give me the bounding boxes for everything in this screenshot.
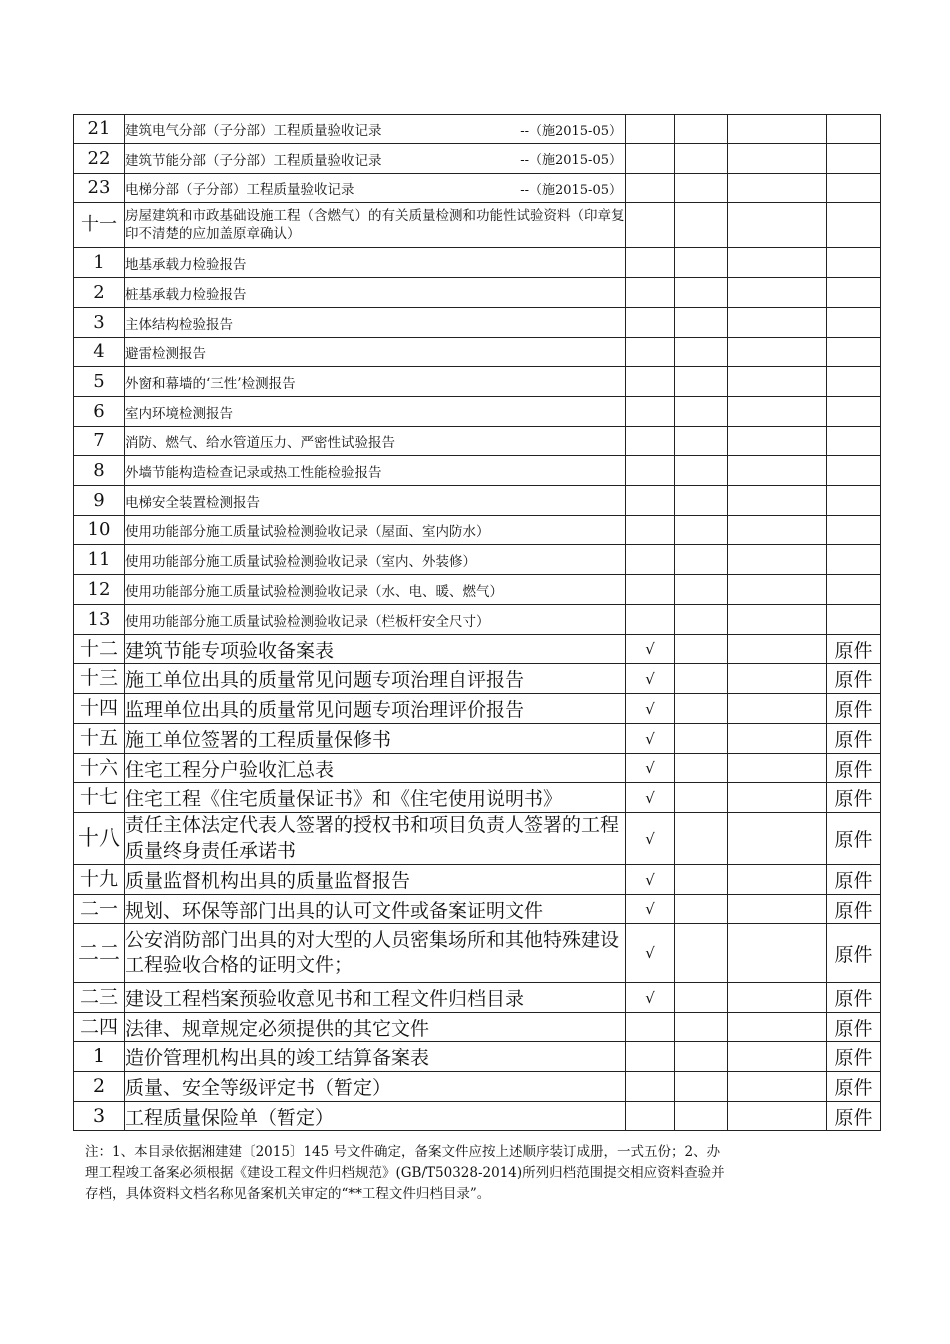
row-blank-cell — [675, 754, 728, 783]
row-check-mark — [626, 278, 675, 308]
row-number: 5 — [74, 367, 125, 397]
row-original-note — [827, 203, 881, 248]
row-blank-cell — [675, 516, 728, 545]
row-blank-cell — [675, 1013, 728, 1042]
row-title — [125, 174, 626, 203]
table-row — [74, 924, 881, 983]
row-check-mark: √ — [626, 813, 675, 865]
row-check-mark — [626, 605, 675, 635]
row-title: 使用功能部分施工质量试验检测验收记录（屋面、室内防水） — [125, 516, 626, 545]
row-original-note: 原件 — [827, 783, 881, 813]
row-original-note: 原件 — [827, 635, 881, 664]
row-blank-cell — [675, 865, 728, 895]
row-original-note: 原件 — [827, 924, 881, 983]
row-title: 造价管理机构出具的竣工结算备案表 — [125, 1042, 626, 1072]
row-check-mark: √ — [626, 895, 675, 924]
table-row — [74, 248, 881, 278]
row-title — [125, 144, 626, 174]
footnote-line-3: 存档，具体资料文档名称见备案机关审定的“**工程文件归档目录”。 — [85, 1186, 491, 1202]
row-original-note — [827, 545, 881, 575]
row-original-note — [827, 115, 881, 144]
row-check-mark: √ — [626, 783, 675, 813]
row-blank-cell — [728, 605, 827, 635]
row-original-note: 原件 — [827, 983, 881, 1013]
table-row — [74, 545, 881, 575]
row-original-note: 原件 — [827, 1042, 881, 1072]
row-blank-cell — [728, 1102, 827, 1131]
row-blank-cell — [675, 144, 728, 174]
row-form-code: --（施2015-05） — [520, 123, 622, 139]
row-blank-cell — [675, 278, 728, 308]
row-number: 1 — [74, 248, 125, 278]
row-number: 十六 — [74, 754, 125, 783]
row-blank-cell — [728, 754, 827, 783]
row-title: 电梯安全装置检测报告 — [125, 486, 626, 516]
row-blank-cell — [675, 895, 728, 924]
table-row — [74, 427, 881, 456]
row-check-mark: √ — [626, 664, 675, 694]
row-blank-cell — [728, 1013, 827, 1042]
row-original-note: 原件 — [827, 1072, 881, 1102]
table-row — [74, 983, 881, 1013]
row-title: 施工单位出具的质量常见问题专项治理自评报告 — [125, 664, 626, 694]
table-row — [74, 1102, 881, 1131]
row-original-note — [827, 456, 881, 486]
row-check-mark — [626, 144, 675, 174]
row-title: 使用功能部分施工质量试验检测验收记录（栏板杆安全尺寸） — [125, 605, 626, 635]
row-blank-cell — [728, 516, 827, 545]
row-blank-cell — [728, 575, 827, 605]
row-original-note: 原件 — [827, 895, 881, 924]
row-check-mark: √ — [626, 724, 675, 754]
row-blank-cell — [675, 367, 728, 397]
row-title: 住宅工程《住宅质量保证书》和《住宅使用说明书》 — [125, 783, 626, 813]
row-title: 施工单位签署的工程质量保修书 — [125, 724, 626, 754]
row-number: 十九 — [74, 865, 125, 895]
table-row — [74, 635, 881, 664]
row-blank-cell — [728, 865, 827, 895]
row-blank-cell — [675, 456, 728, 486]
row-form-code: --（施2015-05） — [520, 182, 622, 198]
row-check-mark — [626, 248, 675, 278]
row-title: 法律、规章规定必须提供的其它文件 — [125, 1013, 626, 1042]
row-number: 23 — [74, 174, 125, 203]
row-blank-cell — [728, 694, 827, 724]
table-row — [74, 1072, 881, 1102]
row-number: 十八 — [74, 813, 125, 865]
row-title: 桩基承载力检验报告 — [125, 278, 626, 308]
row-number: 2 — [74, 278, 125, 308]
row-original-note: 原件 — [827, 865, 881, 895]
row-check-mark: √ — [626, 754, 675, 783]
row-original-note — [827, 308, 881, 338]
row-title: 外窗和幕墙的‘三性’检测报告 — [125, 367, 626, 397]
row-original-note: 原件 — [827, 754, 881, 783]
row-number: 十一 — [74, 203, 125, 248]
row-blank-cell — [675, 724, 728, 754]
row-number: 8 — [74, 456, 125, 486]
row-blank-cell — [675, 1072, 728, 1102]
row-check-mark — [626, 575, 675, 605]
row-title: 避雷检测报告 — [125, 338, 626, 367]
row-original-note — [827, 486, 881, 516]
row-number: 7 — [74, 427, 125, 456]
row-blank-cell — [728, 203, 827, 248]
row-title-text: 建筑电气分部（子分部）工程质量验收记录 — [125, 123, 382, 139]
row-check-mark — [626, 1102, 675, 1131]
row-number: 21 — [74, 115, 125, 144]
table-row — [74, 516, 881, 545]
row-blank-cell — [728, 545, 827, 575]
row-check-mark — [626, 545, 675, 575]
row-blank-cell — [728, 724, 827, 754]
row-check-mark — [626, 367, 675, 397]
footnote-line-1: 注：1、本目录依据湘建建〔2015〕145 号文件确定，备案文件应按上述顺序装订成册，一式五份；2、办 — [85, 1144, 721, 1160]
row-check-mark — [626, 115, 675, 144]
table-row — [74, 865, 881, 895]
row-blank-cell — [728, 924, 827, 983]
table-row — [74, 575, 881, 605]
row-title: 监理单位出具的质量常见问题专项治理评价报告 — [125, 694, 626, 724]
row-original-note: 原件 — [827, 813, 881, 865]
row-original-note: 原件 — [827, 1102, 881, 1131]
table-row — [74, 783, 881, 813]
table-row — [74, 308, 881, 338]
row-title-text: 建筑节能分部（子分部）工程质量验收记录 — [125, 152, 382, 169]
row-number: 十二 — [74, 635, 125, 664]
row-original-note — [827, 397, 881, 427]
row-number: 3 — [74, 308, 125, 338]
row-number: 十四 — [74, 694, 125, 724]
row-title: 规划、环保等部门出具的认可文件或备案证明文件 — [125, 895, 626, 924]
row-number: 6 — [74, 397, 125, 427]
table-row — [74, 203, 881, 248]
table-row — [74, 115, 881, 144]
row-number: 二四 — [74, 1013, 125, 1042]
row-blank-cell — [675, 605, 728, 635]
row-title: 质量、安全等级评定书（暂定） — [125, 1072, 626, 1102]
row-blank-cell — [675, 635, 728, 664]
row-original-note — [827, 427, 881, 456]
row-blank-cell — [675, 783, 728, 813]
row-number: 十三 — [74, 664, 125, 694]
row-blank-cell — [728, 308, 827, 338]
row-check-mark — [626, 1072, 675, 1102]
row-number: 十七 — [74, 783, 125, 813]
row-number: 12 — [74, 575, 125, 605]
row-blank-cell — [675, 664, 728, 694]
row-check-mark — [626, 427, 675, 456]
row-title-wrap — [125, 178, 625, 198]
row-blank-cell — [675, 924, 728, 983]
row-number: 3 — [74, 1102, 125, 1131]
row-blank-cell — [728, 895, 827, 924]
row-check-mark: √ — [626, 635, 675, 664]
row-original-note: 原件 — [827, 724, 881, 754]
row-original-note: 原件 — [827, 664, 881, 694]
row-original-note — [827, 605, 881, 635]
row-number: 9 — [74, 486, 125, 516]
row-title: 质量监督机构出具的质量监督报告 — [125, 865, 626, 895]
row-check-mark — [626, 1042, 675, 1072]
table-row — [74, 174, 881, 203]
row-number: 二一 — [74, 895, 125, 924]
row-title: 建筑节能专项验收备案表 — [125, 635, 626, 664]
table-row — [74, 895, 881, 924]
table-row — [74, 397, 881, 427]
table-row — [74, 664, 881, 694]
row-blank-cell — [675, 545, 728, 575]
table-row — [74, 338, 881, 367]
row-number: 10 — [74, 516, 125, 545]
row-check-mark — [626, 1013, 675, 1042]
row-check-mark — [626, 456, 675, 486]
table-row — [74, 724, 881, 754]
row-check-mark — [626, 308, 675, 338]
row-original-note — [827, 278, 881, 308]
row-blank-cell — [675, 174, 728, 203]
table-row — [74, 605, 881, 635]
row-title: 主体结构检验报告 — [125, 308, 626, 338]
row-blank-cell — [675, 397, 728, 427]
table-row — [74, 813, 881, 865]
row-check-mark: √ — [626, 865, 675, 895]
row-original-note — [827, 144, 881, 174]
row-form-code: --（施2015-05） — [520, 153, 622, 168]
row-original-note — [827, 575, 881, 605]
table-row — [74, 486, 881, 516]
footnote-line-2: 理工程竣工备案必须根据《建设工程文件归档规范》(GB/T50328-2014)所列归档范围提交相应资料查验并 — [85, 1165, 725, 1181]
row-check-mark: √ — [626, 983, 675, 1013]
row-title: 住宅工程分户验收汇总表 — [125, 754, 626, 783]
table-row — [74, 456, 881, 486]
row-check-mark — [626, 203, 675, 248]
row-blank-cell — [675, 486, 728, 516]
row-blank-cell — [728, 338, 827, 367]
row-title: 工程质量保险单（暂定） — [125, 1102, 626, 1131]
row-title — [125, 115, 626, 144]
row-original-note — [827, 248, 881, 278]
footnote — [73, 1142, 880, 1205]
row-check-mark: √ — [626, 694, 675, 724]
row-number: 十五 — [74, 724, 125, 754]
row-original-note — [827, 516, 881, 545]
row-check-mark — [626, 486, 675, 516]
row-blank-cell — [728, 144, 827, 174]
row-blank-cell — [675, 248, 728, 278]
row-blank-cell — [675, 813, 728, 865]
row-title: 消防、燃气、给水管道压力、严密性试验报告 — [125, 427, 626, 456]
row-check-mark — [626, 516, 675, 545]
row-blank-cell — [728, 783, 827, 813]
row-blank-cell — [675, 203, 728, 248]
row-title: 公安消防部门出具的对大型的人员密集场所和其他特殊建设工程验收合格的证明文件； — [125, 924, 626, 983]
row-blank-cell — [728, 1072, 827, 1102]
row-blank-cell — [675, 983, 728, 1013]
table-row — [74, 144, 881, 174]
table-body — [74, 115, 881, 1131]
table-row — [74, 1042, 881, 1072]
row-blank-cell — [675, 308, 728, 338]
row-title: 房屋建筑和市政基础设施工程（含燃气）的有关质量检测和功能性试验资料（印章复印不清楚的应加盖原章确认） — [125, 203, 626, 248]
row-blank-cell — [728, 397, 827, 427]
row-blank-cell — [728, 427, 827, 456]
row-original-note — [827, 367, 881, 397]
row-title: 地基承载力检验报告 — [125, 248, 626, 278]
row-title-wrap — [125, 119, 625, 139]
row-blank-cell — [675, 1102, 728, 1131]
row-blank-cell — [728, 664, 827, 694]
row-blank-cell — [675, 694, 728, 724]
row-title: 责任主体法定代表人签署的授权书和项目负责人签署的工程质量终身责任承诺书 — [125, 813, 626, 865]
row-check-mark — [626, 338, 675, 367]
row-number: 11 — [74, 545, 125, 575]
row-number: 13 — [74, 605, 125, 635]
table-row — [74, 1013, 881, 1042]
row-check-mark: √ — [626, 924, 675, 983]
row-title: 使用功能部分施工质量试验检测验收记录（室内、外装修） — [125, 545, 626, 575]
row-title: 外墙节能构造检查记录或热工性能检验报告 — [125, 456, 626, 486]
row-blank-cell — [728, 1042, 827, 1072]
table-row — [74, 694, 881, 724]
row-blank-cell — [728, 278, 827, 308]
row-blank-cell — [728, 486, 827, 516]
table-row — [74, 367, 881, 397]
table-row — [74, 278, 881, 308]
row-blank-cell — [675, 1042, 728, 1072]
table-row — [74, 754, 881, 783]
row-number: 二三 — [74, 983, 125, 1013]
row-blank-cell — [728, 456, 827, 486]
row-original-note — [827, 174, 881, 203]
row-blank-cell — [675, 115, 728, 144]
row-title-text: 电梯分部（子分部）工程质量验收记录 — [125, 182, 355, 198]
row-blank-cell — [728, 813, 827, 865]
row-original-note: 原件 — [827, 1013, 881, 1042]
row-blank-cell — [675, 575, 728, 605]
row-blank-cell — [728, 115, 827, 144]
row-title: 室内环境检测报告 — [125, 397, 626, 427]
row-title-wrap — [125, 149, 625, 169]
row-blank-cell — [728, 635, 827, 664]
row-original-note: 原件 — [827, 694, 881, 724]
row-number: 2 — [74, 1072, 125, 1102]
row-title: 建设工程档案预验收意见书和工程文件归档目录 — [125, 983, 626, 1013]
row-blank-cell — [728, 367, 827, 397]
row-blank-cell — [728, 983, 827, 1013]
archive-checklist-table — [73, 114, 881, 1131]
row-blank-cell — [728, 174, 827, 203]
row-number: 4 — [74, 338, 125, 367]
row-blank-cell — [728, 248, 827, 278]
row-check-mark — [626, 397, 675, 427]
row-number: 1 — [74, 1042, 125, 1072]
row-check-mark — [626, 174, 675, 203]
row-number: 22 — [74, 144, 125, 174]
row-title: 使用功能部分施工质量试验检测验收记录（水、电、暖、燃气） — [125, 575, 626, 605]
row-original-note — [827, 338, 881, 367]
row-number: 二二 — [74, 924, 125, 983]
row-blank-cell — [675, 427, 728, 456]
row-blank-cell — [675, 338, 728, 367]
